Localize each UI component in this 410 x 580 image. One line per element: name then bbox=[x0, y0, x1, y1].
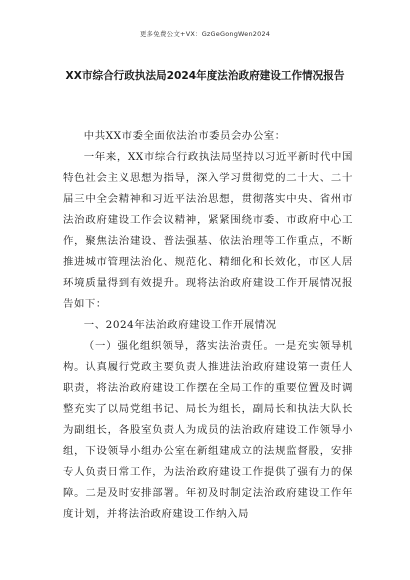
header-note: 更多免费公文+VX：GzGeGongWen2024 bbox=[139, 30, 271, 38]
salutation: 中共XX市委全面依法治市委员会办公室： bbox=[83, 130, 286, 142]
paragraph-intro: 一年来，XX市综合行政执法局坚持以习近平新时代中国特色社会主义思想为指导，深入学习贯彻党的二十大、二十届三中全会精神和习近平法治思想，贯彻落实中央、省州市法治政府建设工作会议精神，紧紧围绕市委、市政府中心工作，聚焦法治建设、普法强基、依法治理等工作重点，不断推进城市管理法治化、规范化、精细化和长效化，市区人居环境质量得到有效提升。现将法治政府建设工作开展情况报告如下： bbox=[63, 151, 353, 310]
section-heading-1: 一、2024年法治政府建设工作开展情况 bbox=[83, 319, 277, 331]
paragraph-organization: （一）强化组织领导，落实法治责任。一是充实领导机构。认真履行党政主要负责人推进法治政府建设第一责任人职责，将法治政府建设工作摆在全局工作的重要位置及时调整充实了以局党组书记、局长为组长，副局长和执法大队长为副组长，各股室负责人为成员的法治政府建设工作领导小组，下设领导小组办公室在新组建成立的法规监督股，安排专人负责日常工作，为法治政府建设工作提供了强有力的保障。二是及时安排部署。年初及时制定法治政府建设工作年度计划，并将法治政府建设工作纳入局 bbox=[63, 340, 353, 520]
document-body bbox=[63, 126, 353, 525]
document-title: XX市综合行政执法局2024年度法治政府建设工作情况报告 bbox=[65, 70, 345, 82]
